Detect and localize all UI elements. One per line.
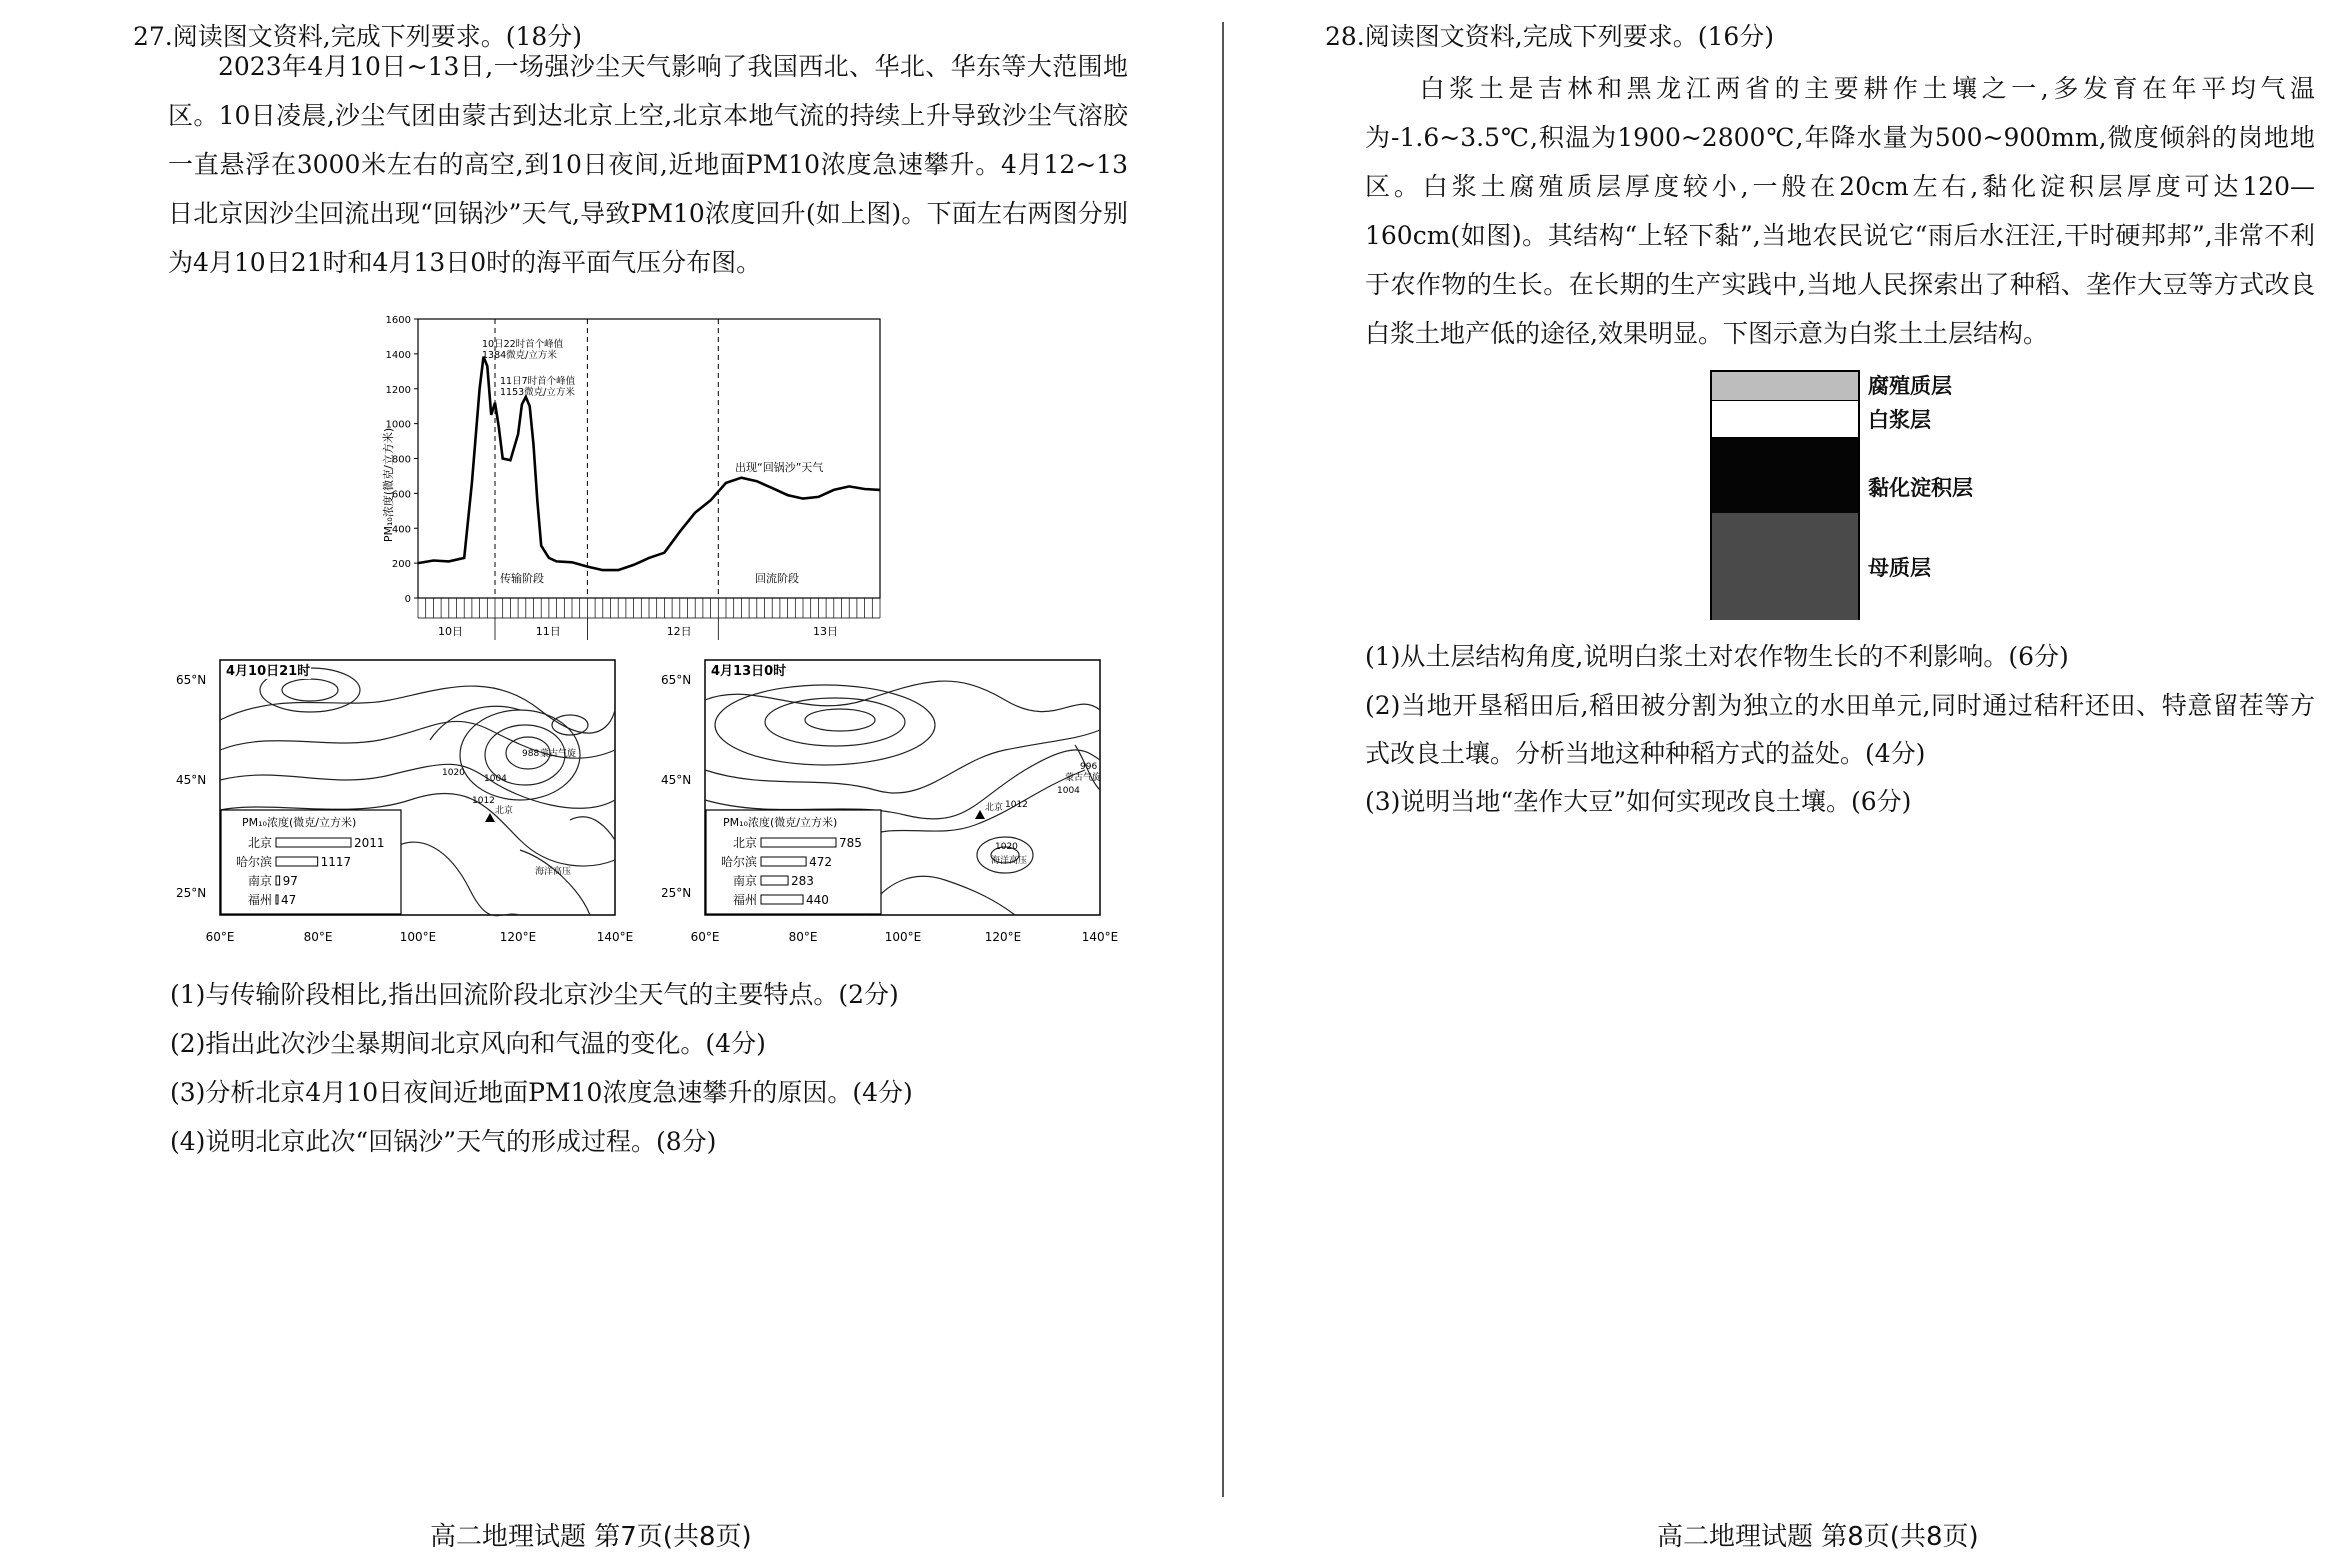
y-tick-label: 200 [391, 559, 411, 571]
legend-bar [276, 895, 278, 904]
map1-title: 4月10日21时 [226, 664, 311, 679]
q28-sub3: (3)说明当地“垄作大豆”如何实现改良土壤。(6分) [1365, 787, 1912, 816]
soil-profile-diagram [1710, 370, 1860, 620]
soil-label-humus: 腐殖质层 [1868, 374, 1952, 398]
annot-huiguosha: 出现“回锅沙”天气 [735, 461, 824, 474]
svg-text:PM₁₀浓度(微克/立方米): PM₁₀浓度(微克/立方米) [242, 816, 357, 829]
svg-text:PM₁₀浓度(微克/立方米): PM₁₀浓度(微克/立方米) [723, 816, 838, 829]
legend-city-label: 福州 [247, 893, 272, 907]
svg-text:140°E: 140°E [596, 930, 634, 944]
map2-isobar-1004: 1004 [1057, 786, 1080, 796]
q28-sub2: (2)当地开垦稻田后,稻田被分割为独立的水田单元,同时通过秸秆还田、特意留茬等方式改良土壤。分析当地这种种稻方式的益处。(4分) [1365, 691, 2315, 768]
map2-lat-axis [661, 673, 691, 900]
x-day-label: 13日 [813, 625, 838, 638]
q28-title: 28.阅读图文资料,完成下列要求。(16分) [1325, 22, 1775, 51]
legend-city-label: 哈尔滨 [235, 855, 272, 869]
svg-text:140°E: 140°E [1081, 930, 1119, 944]
map1-isobar-1012: 1012 [472, 796, 495, 806]
legend-value-label: 47 [281, 893, 297, 907]
x-day-label: 10日 [438, 625, 463, 638]
map2-lon-axis [691, 930, 1119, 944]
svg-text:120°E: 120°E [499, 930, 537, 944]
map2-title: 4月13日0时 [711, 664, 787, 679]
page-divider [1222, 22, 1224, 1497]
map1-lat-axis [176, 673, 206, 900]
soil-label-parent: 母质层 [1868, 556, 1931, 580]
y-tick-label: 400 [391, 524, 411, 536]
map2-beijing-label: 北京 [985, 803, 1004, 813]
svg-text:45°N: 45°N [661, 773, 692, 787]
soil-label-eluvial: 白浆层 [1868, 408, 1931, 432]
svg-text:45°N: 45°N [176, 773, 207, 787]
legend-city-label: 北京 [247, 836, 272, 850]
y-tick-label: 800 [391, 454, 411, 466]
svg-text:120°E: 120°E [984, 930, 1022, 944]
y-tick-label: 1400 [385, 349, 411, 361]
y-tick-label: 1200 [385, 384, 411, 396]
svg-text:80°E: 80°E [788, 930, 818, 944]
map1-cyclone-label: 蒙古气旋 [540, 749, 577, 759]
legend-bar [276, 838, 351, 847]
soil-label-illuvial: 黏化淀积层 [1868, 476, 1973, 500]
right-page [1225, 0, 2330, 1563]
map1-isobar-1004: 1004 [484, 774, 507, 784]
q27-paragraph: 2023年4月10日~13日,一场强沙尘天气影响了我国西北、华北、华东等大范围地区。10日凌晨,沙尘气团由蒙古到达北京上空,北京本地气流的持续上升导致沙尘气溶胶一直悬浮在3000米左右的高空,到10日夜间,近地面PM10浓度急速攀升。4月12~13日北京因沙尘回流出现“回锅沙”天气,导致PM10浓度回升(如上图)。下面左右两图分别为4月10日21时和4月13日0时的海平面气压分布图。 [168, 52, 1128, 277]
svg-text:60°E: 60°E [205, 930, 235, 944]
map1-legend [221, 810, 401, 914]
map1-isobar-1020: 1020 [442, 768, 465, 778]
map2-isobar-1012: 1012 [1005, 800, 1028, 810]
map2-legend [706, 810, 881, 914]
footer-page7: 高二地理试题 第7页(共8页) [430, 1522, 752, 1552]
legend-value-label: 2011 [354, 836, 385, 850]
chart-ylabel: PM₁₀浓度(微克/立方米) [382, 427, 395, 543]
legend-value-label: 283 [791, 874, 814, 888]
legend-bar [761, 895, 803, 904]
svg-text:60°E: 60°E [690, 930, 720, 944]
svg-text:65°N: 65°N [661, 673, 692, 687]
pressure-map-apr13 [661, 650, 1135, 950]
annot-peak2-time: 11日7时首个峰值 [500, 376, 576, 387]
y-tick-label: 0 [404, 594, 411, 605]
map2-isobar-1020: 1020 [995, 842, 1018, 852]
legend-bar [276, 876, 280, 885]
annot-transport-stage: 传输阶段 [500, 572, 544, 585]
legend-city-label: 哈尔滨 [720, 855, 757, 869]
q27-sub4: (4)说明北京此次“回锅沙”天气的形成过程。(8分) [170, 1127, 717, 1156]
map2-cyclone-label: 蒙古气旋 [1065, 773, 1102, 783]
y-tick-label: 1600 [385, 315, 411, 326]
x-day-label: 11日 [535, 625, 561, 638]
q27-sub2: (2)指出此次沙尘暴期间北京风向和气温的变化。(4分) [170, 1029, 766, 1058]
q27-title: 27.阅读图文资料,完成下列要求。(18分) [133, 22, 583, 51]
annot-peak1-time: 10日22时首个峰值 [482, 339, 564, 350]
annot-return-stage: 回流阶段 [755, 572, 799, 585]
svg-text:100°E: 100°E [884, 930, 922, 944]
y-tick-label: 600 [391, 489, 411, 501]
pm10-line-chart [370, 315, 890, 645]
legend-bar [761, 838, 836, 847]
pressure-map-apr10 [176, 650, 650, 950]
legend-value-label: 785 [839, 836, 862, 850]
svg-text:65°N: 65°N [176, 673, 207, 687]
q28-sub1: (1)从土层结构角度,说明白浆土对农作物生长的不利影响。(6分) [1365, 642, 2069, 671]
map1-lon-axis [206, 930, 634, 944]
legend-value-label: 97 [282, 874, 298, 888]
soil-layer-illuvial [1712, 438, 1858, 513]
footer-page8: 高二地理试题 第8页(共8页) [1657, 1522, 1979, 1552]
svg-text:80°E: 80°E [303, 930, 333, 944]
legend-bar [761, 876, 788, 885]
x-day-label: 12日 [666, 625, 692, 638]
legend-value-label: 472 [809, 855, 833, 869]
map2-ocean-high-label: 海洋高压 [991, 856, 1028, 866]
legend-bar [761, 857, 806, 866]
svg-text:100°E: 100°E [399, 930, 437, 944]
q28-paragraph: 白浆土是吉林和黑龙江两省的主要耕作土壤之一,多发育在年平均气温为-1.6~3.5℃,积温为1900~2800℃,年降水量为500~900mm,微度倾斜的岗地地区。白浆土腐殖质层厚度较小,一般在20cm左右,黏化淀积层厚度可达120—160cm(如图)。其结构“上轻下黏”,当地农民说它“雨后水汪汪,干时硬邦邦”,非常不利于农作物的生长。在长期的生产实践中,当地人民探索出了种稻、垄作大豆等方式改良白浆土地产低的途径,效果明显。下图示意为白浆土土层结构。 [1365, 74, 2315, 348]
soil-layer-parent [1712, 513, 1858, 620]
y-tick-label: 1000 [385, 419, 411, 431]
annot-peak2-value: 1153微克/立方米 [500, 387, 575, 398]
legend-value-label: 440 [806, 893, 829, 907]
q27-sub3: (3)分析北京4月10日夜间近地面PM10浓度急速攀升的原因。(4分) [170, 1078, 913, 1107]
map1-ocean-high-label: 海洋高压 [535, 867, 572, 877]
q27-sub1: (1)与传输阶段相比,指出回流阶段北京沙尘天气的主要特点。(2分) [170, 980, 899, 1009]
map1-beijing-label: 北京 [495, 806, 514, 816]
legend-city-label: 北京 [732, 836, 757, 850]
soil-layer-eluvial [1712, 401, 1858, 438]
svg-text:25°N: 25°N [176, 886, 207, 900]
legend-city-label: 福州 [732, 893, 757, 907]
map1-isobar-988: 988 [522, 749, 540, 759]
legend-value-label: 1117 [320, 855, 352, 869]
soil-layer-humus [1712, 372, 1858, 401]
legend-city-label: 南京 [247, 874, 272, 888]
map2-isobar-996: 996 [1080, 762, 1098, 772]
legend-bar [276, 857, 318, 866]
annot-peak1-value: 1384微克/立方米 [482, 350, 557, 361]
svg-text:25°N: 25°N [661, 886, 692, 900]
legend-city-label: 南京 [732, 874, 757, 888]
